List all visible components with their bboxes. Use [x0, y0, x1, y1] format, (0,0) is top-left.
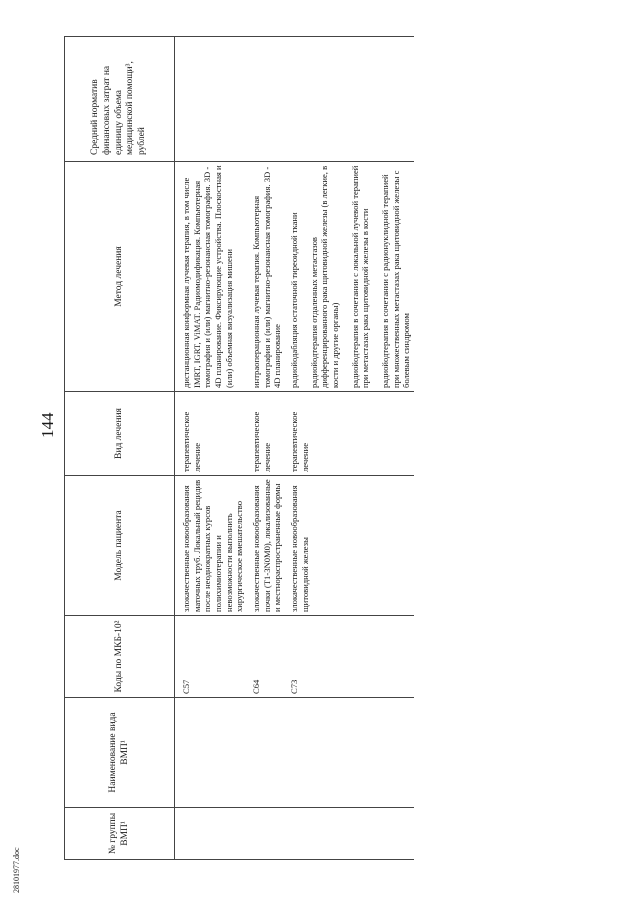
cell-average-cost: [247, 37, 285, 162]
cell-vmp-name: [175, 698, 247, 808]
cell-treatment-type: терапевтическое лечение: [285, 392, 414, 476]
cell-treatment-method: [285, 162, 414, 392]
method-paragraph: интраоперационная лучевая терапия. Компьютерная томография и (или) магнитно-резонансная томография. 3D - 4D планирование: [250, 166, 283, 388]
header-group-number: № группы ВМП¹: [65, 808, 175, 860]
cell-icd-code: C64: [247, 616, 285, 698]
vmp-table: [64, 36, 414, 860]
method-paragraph: радиойодтерапия в сочетании с радионуклидной терапией при множественных метастазах рака щитовидной железы с болевым синдромом: [379, 170, 412, 388]
cell-vmp-name: [247, 698, 285, 808]
cell-average-cost: [285, 37, 414, 162]
cell-treatment-method: [247, 162, 285, 392]
table-row: [247, 37, 285, 860]
cell-group-number: [285, 808, 414, 860]
cell-group-number: [175, 808, 247, 860]
cell-patient-model: злокачественные новообразования щитовидной железы: [285, 476, 414, 616]
table-row: [285, 37, 414, 860]
header-treatment-method: Метод лечения: [65, 162, 175, 392]
document-id: 28101977.doc: [12, 847, 21, 893]
header-average-cost: Средний норматив финансовых затрат на единицу объема медицинской помощи³, рублей: [65, 37, 175, 162]
header-patient-model: Модель пациента: [65, 476, 175, 616]
rotated-table-container: [64, 37, 584, 860]
cell-average-cost: [175, 37, 247, 162]
method-paragraph: радиойодабляция остаточной тиреоидной ткани: [288, 212, 299, 388]
table-header-row: [65, 37, 175, 860]
method-paragraph: радиойодтерапия в сочетании с локальной лучевой терапией при метастазах рака щитовидной железы в кости: [349, 165, 371, 388]
table-row: [175, 37, 247, 860]
cell-treatment-method: [175, 162, 247, 392]
page-number: 144: [38, 412, 57, 438]
method-paragraph: радиойодтерапия отдаленных метастазов дифференцированного рака щитовидной железы (в легкие, в кости и другие органы): [308, 165, 340, 388]
header-icd-codes: Коды по МКБ-10²: [65, 616, 175, 698]
header-treatment-type: Вид лечения: [65, 392, 175, 476]
cell-group-number: [247, 808, 285, 860]
cell-vmp-name: [285, 698, 414, 808]
cell-icd-code: C57: [175, 616, 247, 698]
cell-patient-model: злокачественные новообразования маточных труб. Локальный рецидив после неоднократных курсов полихимиотерапии и невозможности выполнить хирургическое вмешательство: [175, 476, 247, 616]
cell-treatment-type: терапевтическое лечение: [175, 392, 247, 476]
header-vmp-name: Наименование вида ВМП¹: [65, 698, 175, 808]
cell-treatment-type: терапевтическое лечение: [247, 392, 285, 476]
method-paragraph: дистанционная конформная лучевая терапия, в том числе IMRT, IGRT, ViMAT. Радиомодификация. Компьютерная томография и (или) магнитно-резонансная томография. 3D - 4D планирование. Фиксирующие устройства. Плоскостная и (или) объемная визуализация мишени: [181, 165, 234, 388]
cell-patient-model: злокачественные новообразования почки (T1-3N0M0), локализованные и местнораспространенные формы: [247, 476, 285, 616]
cell-icd-code: C73: [285, 616, 414, 698]
